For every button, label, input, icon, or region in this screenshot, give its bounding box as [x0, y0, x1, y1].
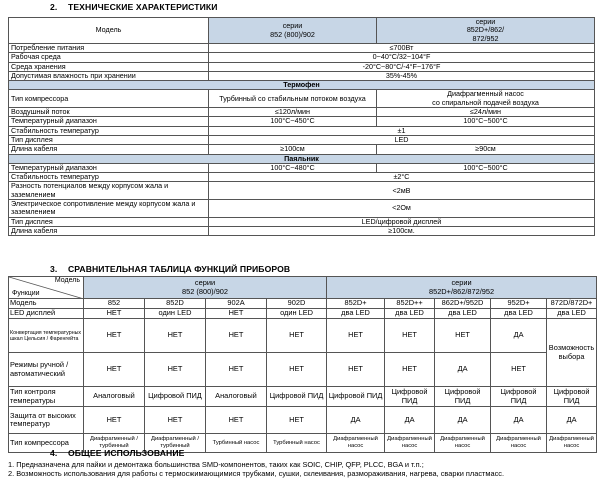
corner-model-label: Модель	[54, 277, 80, 284]
spec-row	[9, 226, 595, 235]
cell: Цифровой ПИД	[547, 387, 597, 407]
cell: Цифровой ПИД	[327, 387, 385, 407]
cell: ДА	[491, 407, 547, 434]
model-cell: 902D	[267, 299, 327, 309]
model-cell: 852	[84, 299, 145, 309]
spec-value: ±1	[209, 126, 595, 135]
cell: два LED	[435, 309, 491, 319]
cell: Цифровой ПИД	[267, 387, 327, 407]
spec-row	[9, 173, 595, 182]
cell: НЕТ	[267, 353, 327, 387]
spec-label: Температурный диапазон	[9, 163, 209, 172]
spec-value: <2мВ	[209, 182, 595, 200]
spec-value: -20°C~80°C/-4°F~176°F	[209, 62, 595, 71]
spec-row	[9, 117, 595, 126]
cell: ДА	[435, 353, 491, 387]
spec-value: LED/цифровой дисплей	[209, 217, 595, 226]
cell: НЕТ	[145, 407, 206, 434]
series-852-header: серии 852 (800)/902	[84, 277, 327, 299]
cell: Диафрагменный / турбинный	[145, 434, 206, 453]
corner-cell	[9, 277, 84, 299]
spec-label: Воздушный поток	[9, 108, 209, 117]
spec-label: Тип дисплея	[9, 135, 209, 144]
row-label: Модель	[9, 299, 84, 309]
tech-specs-table	[8, 17, 595, 236]
spec-row	[9, 200, 595, 218]
cell: ДА	[547, 407, 597, 434]
spec-value: 100°C~500°C	[377, 117, 595, 126]
spec-row	[9, 90, 595, 108]
cell: НЕТ	[206, 309, 267, 319]
cmp-model-row	[9, 299, 597, 309]
model-cell: 902A	[206, 299, 267, 309]
cell: Цифровой ПИД	[491, 387, 547, 407]
spec-value: 0~40°C/32~104°F	[209, 53, 595, 62]
hot-air-section-title: Термофен	[9, 81, 595, 90]
model-cell: 852D+	[327, 299, 385, 309]
model-label: Модель	[9, 18, 209, 44]
cell: один LED	[267, 309, 327, 319]
cell: Аналоговый	[206, 387, 267, 407]
cell: НЕТ	[84, 353, 145, 387]
comparison-table	[8, 276, 597, 453]
cell: НЕТ	[491, 353, 547, 387]
model-cell: 862D+/952D	[435, 299, 491, 309]
spec-value: ≤24л/мин	[377, 108, 595, 117]
usage-item: 2. Возможность использования для работы с термосжимающимися трубками, сушки, склеивания, размораживания, нагрева, сварки пластмасс.	[8, 469, 505, 478]
cell: НЕТ	[84, 407, 145, 434]
cell: два LED	[327, 309, 385, 319]
spec-value: ≥100см.	[209, 226, 595, 235]
spec-label: Стабильность температур	[9, 173, 209, 182]
spec-label: Электрическое сопротивление между корпусом жала и заземлением	[9, 200, 209, 218]
cell: Диафрагменный насос	[491, 434, 547, 453]
corner-functions-label: Функции	[12, 289, 40, 297]
row-label: Режимы ручной / автоматический	[9, 353, 84, 387]
cell: Турбинный насос	[206, 434, 267, 453]
spec-row	[9, 108, 595, 117]
spec-value: 100°C~450°C	[209, 117, 377, 126]
section-4-heading: 4. ОБЩЕЕ ИСПОЛЬЗОВАНИЕ	[50, 448, 185, 458]
iron-section-title: Паяльник	[9, 154, 595, 163]
model-cell: 872D/872D+	[547, 299, 597, 309]
section-2-heading: 2. ТЕХНИЧЕСКИЕ ХАРАКТЕРИСТИКИ	[50, 2, 218, 12]
spec-value: ±2°C	[209, 173, 595, 182]
spec-value: LED	[209, 135, 595, 144]
spec-row	[9, 163, 595, 172]
cell: НЕТ	[145, 319, 206, 353]
cell: Диафрагменный насос	[385, 434, 435, 453]
cell: Диафрагменный / турбинный	[84, 434, 145, 453]
cell: НЕТ	[435, 319, 491, 353]
cell: Турбинный насос	[267, 434, 327, 453]
spec-header-row	[9, 18, 595, 44]
cmp-control-row	[9, 387, 597, 407]
cell: один LED	[145, 309, 206, 319]
cmp-header-row	[9, 277, 597, 299]
spec-row	[9, 62, 595, 71]
section-row-hot-air	[9, 81, 595, 90]
cmp-led-row	[9, 309, 597, 319]
usage-list	[8, 460, 594, 478]
row-label: Тип компрессора	[9, 434, 84, 453]
spec-label: Тип компрессора	[9, 90, 209, 108]
cell: Аналоговый	[84, 387, 145, 407]
cell: НЕТ	[327, 319, 385, 353]
spec-value: <2Ом	[209, 200, 595, 218]
spec-value: ≥90см	[377, 145, 595, 154]
cell: ДА	[385, 407, 435, 434]
cell: Цифровой ПИД	[385, 387, 435, 407]
spec-value: 100°C~500°C	[377, 163, 595, 172]
spec-row	[9, 53, 595, 62]
cell: НЕТ	[84, 319, 145, 353]
cell: НЕТ	[84, 309, 145, 319]
cell: ДА	[491, 319, 547, 353]
section-3-heading: 3. СРАВНИТЕЛЬНАЯ ТАБЛИЦА ФУНКЦИЙ ПРИБОРОВ	[50, 264, 291, 274]
spec-label: Длина кабеля	[9, 145, 209, 154]
spec-label: Стабильность температур	[9, 126, 209, 135]
spec-value: 100°C~480°C	[209, 163, 377, 172]
usage-item: 1. Предназначена для пайки и демонтажа большинства SMD-компонентов, таких как SOIC, CHIP, QFP, PLCC, BGA и т.п.;	[8, 460, 424, 469]
model-cell: 952D+	[491, 299, 547, 309]
spec-row	[9, 217, 595, 226]
cell: Цифровой ПИД	[145, 387, 206, 407]
cell: ДА	[435, 407, 491, 434]
cell: НЕТ	[327, 353, 385, 387]
spec-row	[9, 135, 595, 144]
cell: НЕТ	[267, 407, 327, 434]
spec-label: Тип дисплея	[9, 217, 209, 226]
cell: НЕТ	[206, 353, 267, 387]
cell: два LED	[547, 309, 597, 319]
cell: два LED	[491, 309, 547, 319]
section-row-iron	[9, 154, 595, 163]
cell: НЕТ	[206, 407, 267, 434]
spec-value: Турбинный со стабильным потоком воздуха	[209, 90, 377, 108]
cell: Диафрагменный насос	[435, 434, 491, 453]
row-label: Защита от высоких температур	[9, 407, 84, 434]
spec-value: ≥100см	[209, 145, 377, 154]
cell: Цифровой ПИД	[435, 387, 491, 407]
spec-label: Среда хранения	[9, 62, 209, 71]
model-cell: 852D++	[385, 299, 435, 309]
spec-row	[9, 71, 595, 80]
spec-label: Рабочая среда	[9, 53, 209, 62]
spec-row	[9, 126, 595, 135]
model-cell: 852D	[145, 299, 206, 309]
spec-label: Потребление питания	[9, 44, 209, 53]
spec-value: 35%-45%	[209, 71, 595, 80]
spec-label: Допустимая влажность при хранении	[9, 71, 209, 80]
cmp-protection-row	[9, 407, 597, 434]
spec-value: Диафрагменный насос со спиральной подачей воздуха	[377, 90, 595, 108]
cell: ДА	[327, 407, 385, 434]
cmp-conversion-row	[9, 319, 597, 353]
spec-value: ≤120л/мин	[209, 108, 377, 117]
spec-row	[9, 44, 595, 53]
series-852d-header: серии 852D+/862/ 872/952	[377, 18, 595, 44]
cell: Диафрагменный насос	[327, 434, 385, 453]
spec-label: Длина кабеля	[9, 226, 209, 235]
spec-value: ≤700Вт	[209, 44, 595, 53]
cell: НЕТ	[385, 319, 435, 353]
spec-row	[9, 182, 595, 200]
row-label: LED дисплей	[9, 309, 84, 319]
spec-label: Разность потенциалов между корпусом жала и заземлением	[9, 182, 209, 200]
cell: НЕТ	[145, 353, 206, 387]
row-label: Конвертация температурных шкал Цельсия / Фаренгейта	[9, 319, 84, 353]
series-852d-header: серии 852D+/862/872/952	[327, 277, 597, 299]
row-label: Тип контроля температуры	[9, 387, 84, 407]
choice-cell: Возможность выбора	[547, 319, 597, 387]
series-852-header: серии 852 (800)/902	[209, 18, 377, 44]
cell: Диафрагменный насос	[547, 434, 597, 453]
cmp-mode-row	[9, 353, 597, 387]
cell: НЕТ	[206, 319, 267, 353]
cell: два LED	[385, 309, 435, 319]
spec-label: Температурный диапазон	[9, 117, 209, 126]
cell: НЕТ	[385, 353, 435, 387]
spec-row	[9, 145, 595, 154]
cell: НЕТ	[267, 319, 327, 353]
